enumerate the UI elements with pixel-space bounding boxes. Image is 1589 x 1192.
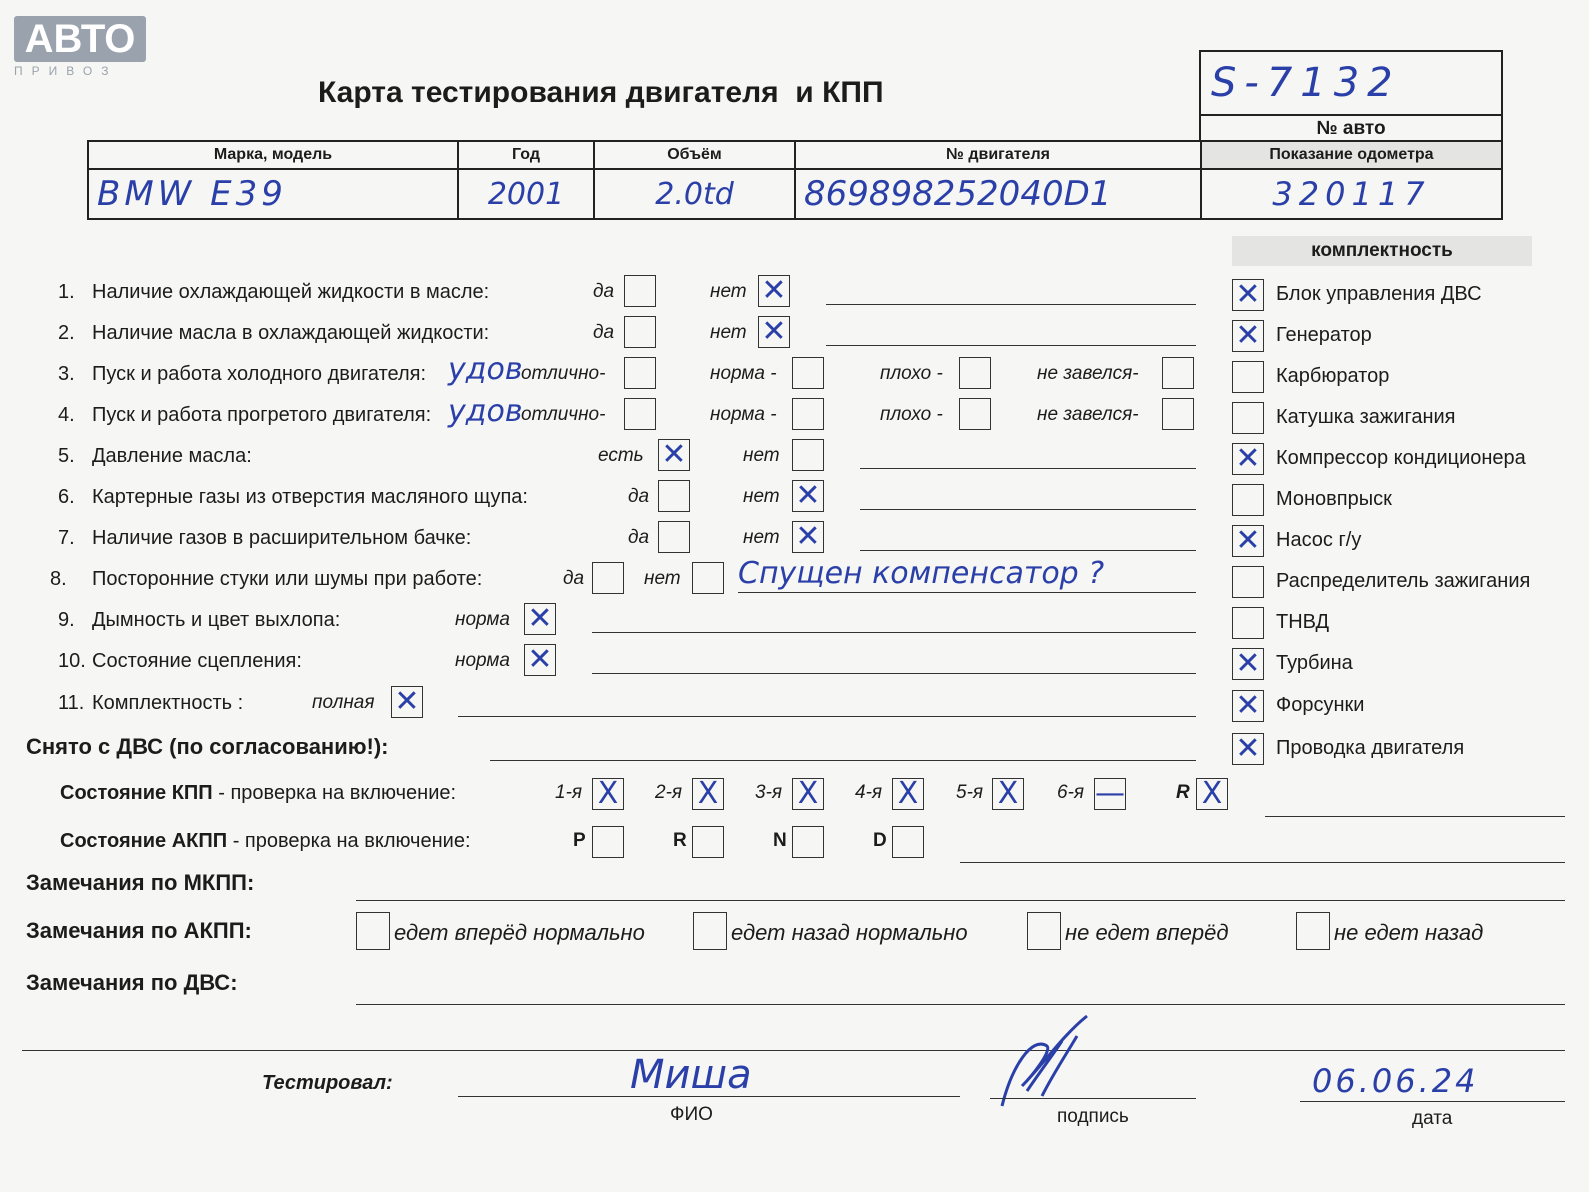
- brand-value: BMW E39: [88, 169, 458, 219]
- year-value: 2001: [458, 169, 594, 219]
- odometer-value: 320117: [1201, 169, 1502, 219]
- akpp-pos-r: R: [673, 830, 687, 851]
- checkbox-otlichno-3[interactable]: [624, 357, 656, 389]
- akpp-label: [60, 830, 471, 853]
- komp-checkbox-9[interactable]: [1232, 607, 1264, 639]
- item-num-6: 6.: [58, 486, 75, 508]
- vehicle-info-table: [87, 140, 1503, 220]
- gear-box-1[interactable]: [592, 778, 624, 810]
- logo-main: АВТО: [14, 16, 146, 62]
- opt-otlichno-4: отлично-: [521, 404, 606, 425]
- gear-label-r: R: [1176, 782, 1190, 803]
- checkbox-da-7[interactable]: [658, 521, 690, 553]
- gear-box-6[interactable]: [1094, 778, 1126, 810]
- checkbox-norma-9[interactable]: ✕: [524, 603, 556, 635]
- checkbox-norma-3[interactable]: [792, 357, 824, 389]
- col-header-engine-no: № двигателя: [795, 141, 1201, 169]
- opt-net-5: нет: [743, 445, 780, 466]
- handwritten-udovl-4: удов: [448, 394, 523, 429]
- col-header-odometer: Показание одометра: [1201, 141, 1502, 169]
- signature-image: [992, 1006, 1102, 1116]
- engine-no-value: 869898252040D1: [795, 169, 1201, 219]
- opt-da-2: да: [593, 322, 615, 343]
- vehicle-info-header-row: [88, 141, 1502, 169]
- akpp-box-p[interactable]: [592, 826, 624, 858]
- item-num-4: 4.: [58, 404, 75, 426]
- opt-da-8: да: [563, 568, 585, 589]
- komp-label-5: Компрессор кондиционера: [1276, 447, 1526, 469]
- checkbox-net-7[interactable]: ✕: [792, 521, 824, 553]
- gear-label-4: 4-я: [855, 782, 883, 803]
- checkbox-est-5[interactable]: ✕: [658, 439, 690, 471]
- akpp-label-bold: Состояние АКПП: [60, 830, 228, 852]
- opt-da-1: да: [593, 281, 615, 302]
- akpp-remark-3: не едет вперёд: [1065, 920, 1229, 945]
- checkbox-otlichno-4[interactable]: [624, 398, 656, 430]
- gear-mark-5: X: [997, 776, 1019, 811]
- gear-box-5[interactable]: [992, 778, 1024, 810]
- komp-label-1: Блок управления ДВС: [1276, 283, 1482, 305]
- checkbox-net-6[interactable]: ✕: [792, 480, 824, 512]
- komp-label-10: Турбина: [1276, 652, 1353, 674]
- opt-est-5: есть: [598, 445, 644, 466]
- komp-checkbox-4[interactable]: [1232, 402, 1264, 434]
- akpp-pos-d: D: [873, 830, 887, 851]
- opt-net-7: нет: [743, 527, 780, 548]
- tested-by-name: Миша: [630, 1052, 752, 1098]
- checkbox-da-2[interactable]: [624, 316, 656, 348]
- komp-label-3: Карбюратор: [1276, 365, 1390, 387]
- gear-box-3[interactable]: [792, 778, 824, 810]
- komp-checkbox-5[interactable]: ✕: [1232, 443, 1264, 475]
- opt-da-6: да: [628, 486, 650, 507]
- akpp-remark-box-3[interactable]: [1027, 912, 1061, 950]
- akpp-remark-box-2[interactable]: [693, 912, 727, 950]
- snyato-label: Снято с ДВС (по согласованию!):: [26, 734, 389, 759]
- gear-label-5: 5-я: [956, 782, 984, 803]
- auto-number-label: № авто: [1316, 118, 1386, 139]
- zam-mkpp-label: Замечания по МКПП:: [26, 870, 255, 895]
- opt-polnaya-11: полная: [312, 692, 375, 713]
- akpp-box-r[interactable]: [692, 826, 724, 858]
- akpp-remark-box-1[interactable]: [356, 912, 390, 950]
- gear-label-3: 3-я: [755, 782, 783, 803]
- auto-number-box: [1199, 50, 1503, 142]
- handwritten-udovl-3: удов: [448, 352, 523, 387]
- komp-label-8: Распределитель зажигания: [1276, 570, 1531, 592]
- item-text-5: Давление масла:: [92, 445, 252, 467]
- opt-norma-4: норма -: [710, 404, 777, 425]
- opt-otlichno-3: отлично-: [521, 363, 606, 384]
- checkbox-ne-zavelsya-3[interactable]: [1162, 357, 1194, 389]
- gear-mark-4: X: [897, 776, 919, 811]
- item-num-2: 2.: [58, 322, 75, 344]
- col-header-year: Год: [458, 141, 594, 169]
- komp-checkbox-2[interactable]: ✕: [1232, 320, 1264, 352]
- akpp-remark-box-4[interactable]: [1296, 912, 1330, 950]
- item-text-7: Наличие газов в расширительном бачке:: [92, 527, 472, 549]
- item-num-3: 3.: [58, 363, 75, 385]
- akpp-pos-p: P: [573, 830, 586, 851]
- gear-box-r[interactable]: [1196, 778, 1228, 810]
- checkbox-norma-10[interactable]: ✕: [524, 644, 556, 676]
- checkbox-net-2[interactable]: ✕: [758, 316, 790, 348]
- opt-net-1: нет: [710, 281, 747, 302]
- komp-checkbox-12[interactable]: ✕: [1232, 733, 1264, 765]
- akpp-pos-n: N: [773, 830, 787, 851]
- komp-checkbox-11[interactable]: ✕: [1232, 690, 1264, 722]
- vehicle-info-values-row: [88, 169, 1502, 219]
- date-value: 06.06.24: [1312, 1062, 1479, 1100]
- zam-akpp-label: Замечания по АКПП:: [26, 918, 252, 943]
- komp-label-9: ТНВД: [1276, 611, 1330, 633]
- page-title: Карта тестирования двигателя и КПП: [318, 76, 884, 109]
- checkbox-net-5[interactable]: [792, 439, 824, 471]
- komp-label-11: Форсунки: [1276, 694, 1365, 716]
- item-num-8: 8.: [50, 568, 67, 590]
- gear-box-2[interactable]: [692, 778, 724, 810]
- kpp-label-rest: - проверка на включение:: [212, 782, 457, 804]
- akpp-remark-2: едет назад нормально: [731, 920, 968, 945]
- checkbox-net-1[interactable]: ✕: [758, 275, 790, 307]
- gear-mark-1: X: [597, 776, 619, 811]
- handwritten-note-8: Спущен компенсатор ?: [738, 556, 1105, 591]
- opt-da-7: да: [628, 527, 650, 548]
- komp-checkbox-7[interactable]: ✕: [1232, 525, 1264, 557]
- akpp-label-rest: - проверка на включение:: [227, 830, 471, 852]
- zam-dvs-label: Замечания по ДВС:: [26, 970, 238, 995]
- kpp-label-bold: Состояние КПП: [60, 782, 213, 804]
- checkbox-ne-zavelsya-4[interactable]: [1162, 398, 1194, 430]
- item-num-1: 1.: [58, 281, 75, 303]
- item-text-3: Пуск и работа холодного двигателя:: [92, 363, 427, 385]
- checkbox-da-1[interactable]: [624, 275, 656, 307]
- komp-checkbox-10[interactable]: ✕: [1232, 648, 1264, 680]
- komp-label-2: Генератор: [1276, 324, 1372, 346]
- checkbox-da-6[interactable]: [658, 480, 690, 512]
- komp-checkbox-1[interactable]: ✕: [1232, 279, 1264, 311]
- item-num-9: 9.: [58, 609, 75, 631]
- item-text-8: Посторонние стуки или шумы при работе:: [92, 568, 483, 590]
- item-num-7: 7.: [58, 527, 75, 549]
- gear-label-6: 6-я: [1057, 782, 1085, 803]
- item-text-4: Пуск и работа прогретого двигателя:: [92, 404, 432, 426]
- item-text-2: Наличие масла в охлаждающей жидкости:: [92, 322, 490, 344]
- gear-mark-3: X: [797, 776, 819, 811]
- item-text-6: Картерные газы из отверстия масляного щупа:: [92, 486, 528, 508]
- opt-norma-3: норма -: [710, 363, 777, 384]
- akpp-remark-1: едет вперёд нормально: [394, 920, 645, 945]
- akpp-box-n[interactable]: [792, 826, 824, 858]
- col-header-volume: Объём: [594, 141, 795, 169]
- podpis-label: подпись: [1057, 1106, 1129, 1127]
- checkbox-polnaya-11[interactable]: ✕: [391, 686, 423, 718]
- item-num-5: 5.: [58, 445, 75, 467]
- fio-label: ФИО: [670, 1104, 713, 1125]
- gear-label-2: 2-я: [655, 782, 683, 803]
- checkbox-net-8[interactable]: [692, 562, 724, 594]
- volume-value: 2.0td: [594, 169, 795, 219]
- opt-net-2: нет: [710, 322, 747, 343]
- opt-net-8: нет: [644, 568, 681, 589]
- gear-mark-6: —: [1095, 776, 1125, 811]
- komp-label-12: Проводка двигателя: [1276, 737, 1465, 759]
- akpp-remark-4: не едет назад: [1334, 920, 1484, 945]
- komp-checkbox-6[interactable]: [1232, 484, 1264, 516]
- opt-norma-10: норма: [455, 650, 510, 671]
- komplektnost-title: комплектность: [1232, 236, 1532, 266]
- gear-box-4[interactable]: [892, 778, 924, 810]
- gear-mark-r: X: [1201, 776, 1223, 811]
- opt-plokho-4: плохо -: [880, 404, 943, 425]
- komp-checkbox-3[interactable]: [1232, 361, 1264, 393]
- item-text-9: Дымность и цвет выхлопа:: [92, 609, 341, 631]
- logo: [14, 16, 149, 86]
- opt-ne-zavelsya-3: не завелся-: [1037, 363, 1139, 384]
- akpp-box-d[interactable]: [892, 826, 924, 858]
- komp-label-4: Катушка зажигания: [1276, 406, 1456, 428]
- gear-label-1: 1-я: [555, 782, 583, 803]
- komp-checkbox-8[interactable]: [1232, 566, 1264, 598]
- opt-plokho-3: плохо -: [880, 363, 943, 384]
- item-text-1: Наличие охлаждающей жидкости в масле:: [92, 281, 490, 303]
- item-num-10: 10.: [58, 650, 86, 672]
- komp-label-7: Насос г/у: [1276, 529, 1362, 551]
- komp-label-6: Моновпрыск: [1276, 488, 1392, 510]
- item-text-11: Комплектность :: [92, 692, 244, 714]
- opt-norma-9: норма: [455, 609, 510, 630]
- opt-net-6: нет: [743, 486, 780, 507]
- checkbox-plokho-4[interactable]: [959, 398, 991, 430]
- data-label: дата: [1412, 1108, 1453, 1129]
- kpp-label: [60, 782, 456, 805]
- auto-number-value: S-7132: [1211, 60, 1401, 106]
- gear-mark-2: X: [697, 776, 719, 811]
- col-header-brand: Марка, модель: [88, 141, 458, 169]
- logo-sub: ПРИВОЗ: [14, 64, 118, 78]
- checkbox-da-8[interactable]: [592, 562, 624, 594]
- tested-by-label: Тестировал:: [262, 1072, 393, 1094]
- checkbox-plokho-3[interactable]: [959, 357, 991, 389]
- item-num-11: 11.: [58, 692, 85, 714]
- checkbox-norma-4[interactable]: [792, 398, 824, 430]
- opt-ne-zavelsya-4: не завелся-: [1037, 404, 1139, 425]
- item-text-10: Состояние сцепления:: [92, 650, 302, 672]
